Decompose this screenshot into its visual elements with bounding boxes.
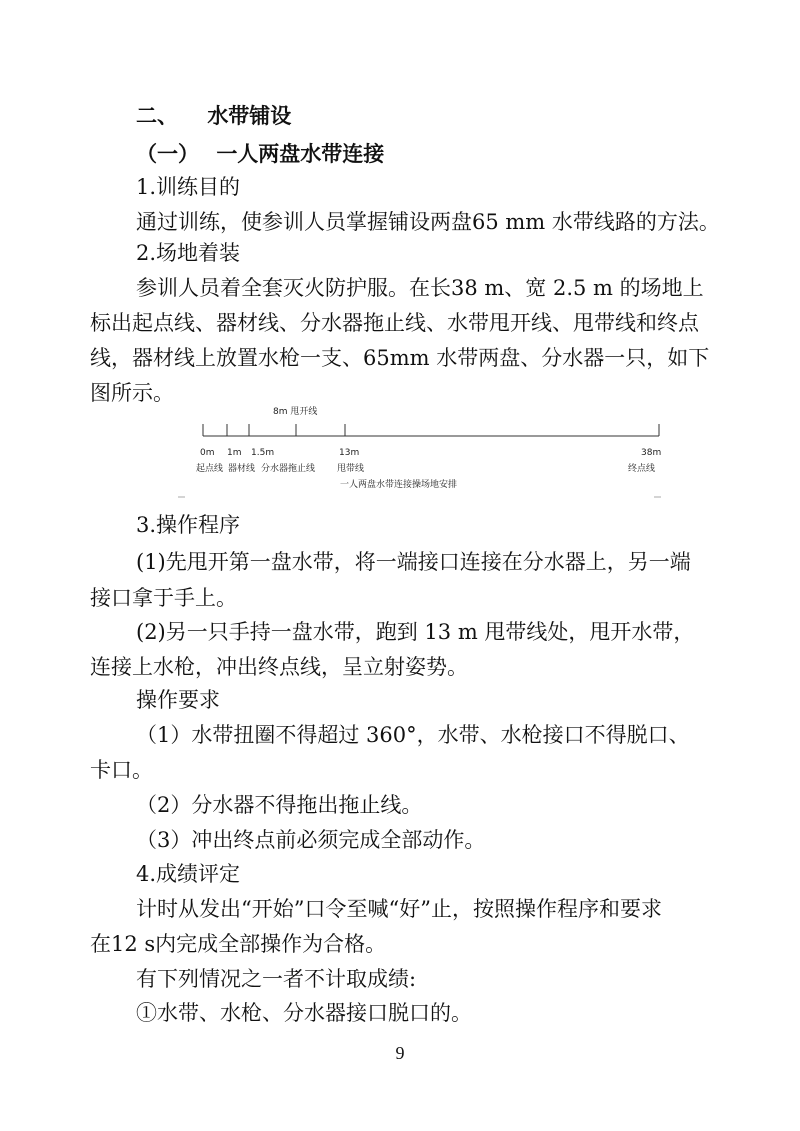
diagram-top-label: 8m 甩开线 bbox=[273, 407, 318, 417]
heading-scoring: 4.成绩评定 bbox=[136, 862, 241, 886]
paragraph-line: 接口拿于手上。 bbox=[90, 586, 237, 610]
site-layout-diagram bbox=[0, 398, 800, 508]
distance-label: 1m bbox=[227, 448, 242, 458]
section-title bbox=[136, 104, 291, 128]
line-name-label: 起点线 bbox=[196, 464, 224, 474]
diagram-caption: 一人两盘水带连接操场地安排 bbox=[340, 480, 458, 490]
page-number: 9 bbox=[395, 1043, 405, 1063]
paragraph-line: （3）冲出终点前必须完成全部动作。 bbox=[136, 828, 486, 852]
paragraph-training-goal: 通过训练，使参训人员掌握铺设两盘65 mm 水带线路的方法。 bbox=[136, 210, 720, 234]
heading-requirements: 操作要求 bbox=[136, 688, 220, 712]
section-title-text: 水带铺设 bbox=[207, 104, 292, 128]
paragraph-line: ①水带、水枪、分水器接口脱口的。 bbox=[136, 1001, 472, 1025]
paragraph-line: （1）水带扭圈不得超过 360°，水带、水枪接口不得脱口、 bbox=[136, 723, 690, 747]
paragraph-line: 连接上水枪，冲出终点线，呈立射姿势。 bbox=[90, 655, 468, 679]
heading-procedure: 3.操作程序 bbox=[136, 513, 241, 537]
line-name-label: 分水器拖止线 bbox=[261, 464, 316, 474]
heading-training-goal: 1.训练目的 bbox=[136, 175, 241, 199]
distance-label: 1.5m bbox=[251, 448, 275, 458]
line-name-label: 终点线 bbox=[628, 464, 656, 474]
line-name-label: 甩带线 bbox=[337, 464, 365, 474]
paragraph-line: 在12 s内完成全部操作为合格。 bbox=[90, 932, 387, 956]
paragraph-line: 计时从发出“开始”口令至喊“好”止，按照操作程序和要求 bbox=[136, 897, 662, 921]
paragraph-line: 参训人员着全套灭火防护服。在长38 m、宽 2.5 m 的场地上 bbox=[136, 276, 704, 300]
line-name-label: 器材线 bbox=[228, 464, 256, 474]
paragraph-line: 图所示。 bbox=[90, 381, 174, 405]
paragraph-line: 标出起点线、器材线、分水器拖止线、水带甩开线、甩带线和终点 bbox=[90, 311, 699, 335]
paragraph-line: 卡口。 bbox=[90, 758, 153, 782]
distance-label: 13m bbox=[339, 448, 360, 458]
paragraph-line: (1)先甩开第一盘水带，将一端接口连接在分水器上，另一端 bbox=[136, 550, 691, 574]
paragraph-line: 线，器材线上放置水枪一支、65mm 水带两盘、分水器一只，如下 bbox=[90, 346, 710, 370]
subsection-number: （一） bbox=[136, 142, 199, 166]
subsection-title bbox=[136, 142, 384, 166]
section-number: 二、 bbox=[136, 104, 178, 128]
paragraph-line: (2)另一只手持一盘水带，跑到 13 m 甩带线处，甩开水带， bbox=[136, 620, 695, 644]
paragraph-line: 有下列情况之一者不计取成绩: bbox=[136, 967, 417, 991]
paragraph-line: （2）分水器不得拖出拖止线。 bbox=[136, 793, 423, 817]
distance-label: 38m bbox=[641, 448, 662, 458]
heading-site-attire: 2.场地着装 bbox=[136, 241, 241, 265]
subsection-title-text: 一人两盘水带连接 bbox=[216, 142, 385, 166]
distance-label: 0m bbox=[200, 448, 215, 458]
